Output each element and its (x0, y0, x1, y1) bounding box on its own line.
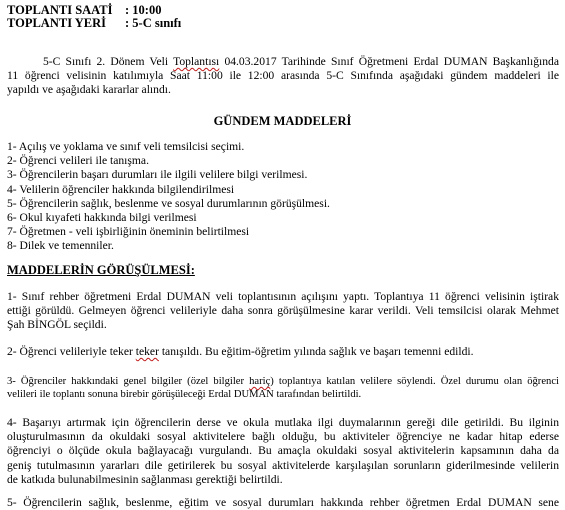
agenda-item: 3- Öğrencilerin başarı durumları ile ilgili velilere bilgi verilmesi. (7, 168, 308, 182)
discussion-paragraph-1: 1- Sınıf rehber öğretmeni Erdal DUMAN veli toplantısının açılışını yaptı. Toplantıya 11 öğrenci velisinin iştirak ettiği görüldü. Gelmeyen öğrenci velileriyle daha sonra görüşülmesine karar verildi. Veli temsilcisi olarak Mehmet Şah BİNGÖL seçildi. (7, 290, 559, 332)
discussion-paragraph-4: 4- Başarıyı artırmak için öğrencilerin derse ve okula mutlaka ilgi duymalarının gereği dile getirildi. Bu ilginin oluşturulmasının da okuldaki sosyal aktivitelere bağlı olduğu, bu aktiviteler öğrenciye ne kadar hitap ederse öğrenciyi o ölçüde okula bağlayacağı vurgulandı. Bu amaçla okuldaki sosyal aktivitelerin kapsamının daha da geniş tutulmasının yararları dile getirilerek bu sosyal aktivitelerde karşılaşılan sorunların giderilmesinde velilerin de katkıda bulunabilmesinin sağlanması gerektiği belirtildi. (7, 416, 559, 486)
discussion-section-title: MADDELERİN GÖRÜŞÜLMESİ: (7, 263, 195, 277)
spellcheck-word: teker (135, 345, 159, 358)
meeting-time-value: : 10:00 (125, 3, 162, 17)
meeting-place-row (7, 16, 181, 31)
meeting-time-label: TOPLANTI SAATİ (7, 3, 113, 17)
spellcheck-word: Toplantısı (173, 55, 220, 68)
agenda-list (7, 140, 330, 254)
agenda-item: 8- Dilek ve temenniler. (7, 239, 114, 253)
discussion-paragraph-3: 3- Öğrenciler hakkındaki genel bilgiler (özel bilgiler hariç) toplantıya katılan velilere söylendi. Özel durumu olan öğrenci velileri ile toplantı sonuna birebir görüşüleceği Erdal DUMAN tarafından belirtildi. (7, 376, 559, 401)
meeting-place-value: : 5-C sınıfı (125, 16, 182, 30)
agenda-item: 4- Velilerin öğrenciler hakkında bilgilendirilmesi (7, 182, 235, 196)
spellcheck-word: hariç (249, 376, 271, 387)
agenda-item: 6- Okul kıyafeti hakkında bilgi verilmesi (7, 211, 197, 225)
agenda-item: 7- Öğretmen - veli işbirliğinin öneminin belirtilmesi (7, 225, 250, 239)
agenda-item: 2- Öğrenci velileri ile tanışma. (7, 154, 149, 168)
agenda-item: 5- Öğrencilerin sağlık, beslenme ve sosyal durumlarının görüşülmesi. (7, 196, 330, 210)
agenda-title: GÜNDEM MADDELERİ (213, 114, 352, 128)
intro-paragraph: 5-C Sınıfı 2. Dönem Veli Toplantısı 04.03.2017 Tarihinde Sınıf Öğretmeni Erdal DUMAN Başkanlığında 11 öğrenci velisinin katılımıyla Saat 11:00 ile 12:00 arasında 5-C Sınıfında aşağıdaki gündem maddeleri ile yapıldı ve aşağıdaki kararlar alındı. (7, 55, 560, 97)
meeting-place-label: TOPLANTI YERİ (7, 16, 106, 30)
agenda-item: 1- Açılış ve yoklama ve sınıf veli temsilcisi seçimi. (7, 140, 245, 153)
discussion-paragraph-5: 5- Öğrencilerin sağlık, beslenme, eğitim ve sosyal durumları hakkında rehber öğretmen Erdal DUMAN sene (7, 496, 559, 509)
discussion-paragraph-2: 2- Öğrenci velileriyle teker teker tanışıldı. Bu eğitim-öğretim yılında sağlık ve başarı temenni edildi. (7, 345, 474, 358)
